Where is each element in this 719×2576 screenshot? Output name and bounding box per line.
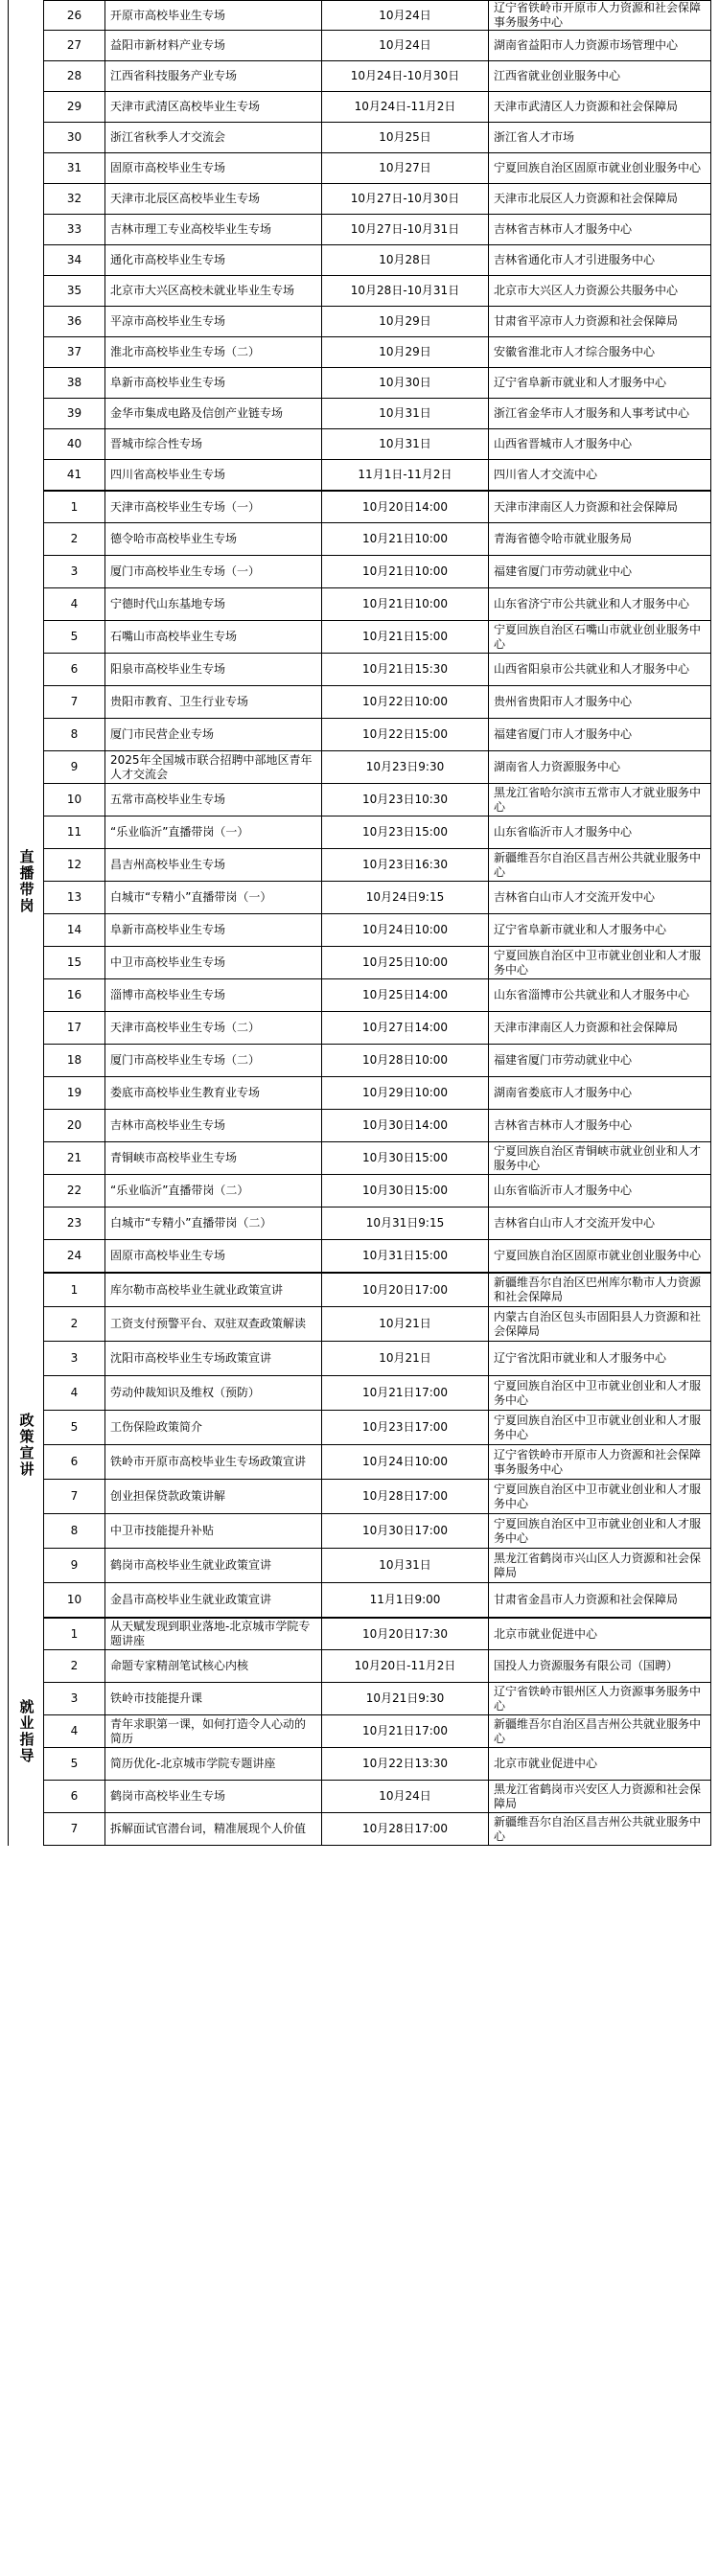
organizer: 宁夏回族自治区中卫市就业创业和人才服务中心 bbox=[494, 1482, 702, 1510]
event-name: 白城市“专精小”直播带岗（一） bbox=[105, 882, 322, 913]
event-date: 10月27日-10月30日 bbox=[322, 184, 489, 214]
event-date: 10月21日 bbox=[322, 1307, 489, 1341]
organizer: 山东省济宁市公共就业和人才服务中心 bbox=[494, 597, 690, 610]
organizer: 宁夏回族自治区固原市就业创业服务中心 bbox=[494, 161, 702, 174]
organizer: 黑龙江省哈尔滨市五常市人才就业服务中心 bbox=[494, 785, 702, 814]
organizer: 吉林省吉林市人才服务中心 bbox=[494, 222, 633, 236]
row-number: 27 bbox=[44, 31, 105, 60]
table-row bbox=[44, 1715, 710, 1748]
section-label-text: 直播带岗 bbox=[17, 849, 35, 914]
organizer: 北京市就业促进中心 bbox=[494, 1757, 598, 1770]
row-number: 5 bbox=[44, 1411, 105, 1444]
event-name: 拆解面试官潜台词，精准展现个人价值 bbox=[105, 1813, 322, 1845]
organizer: 天津市武清区人力资源和社会保障局 bbox=[494, 100, 679, 113]
event-date: 10月21日15:00 bbox=[322, 621, 489, 653]
table-row bbox=[44, 1240, 710, 1273]
event-name: 铁岭市技能提升课 bbox=[105, 1683, 322, 1714]
row-number: 32 bbox=[44, 184, 105, 214]
table-row bbox=[44, 368, 710, 399]
event-date: 10月21日10:00 bbox=[322, 556, 489, 587]
row-number: 8 bbox=[44, 1514, 105, 1548]
event-name: 贵阳市教育、卫生行业专场 bbox=[105, 686, 322, 718]
organizer: 湖南省人力资源服务中心 bbox=[494, 760, 621, 773]
event-date: 10月28日17:00 bbox=[322, 1480, 489, 1513]
event-name: 劳动仲裁知识及维权（预防） bbox=[105, 1376, 322, 1410]
event-date: 10月24日-10月30日 bbox=[322, 61, 489, 91]
row-number: 29 bbox=[44, 92, 105, 122]
event-name: 昌吉州高校毕业生专场 bbox=[105, 849, 322, 881]
table-row bbox=[44, 307, 710, 337]
row-number: 31 bbox=[44, 153, 105, 183]
event-date: 10月28日-10月31日 bbox=[322, 276, 489, 306]
table-row bbox=[44, 491, 710, 523]
event-date: 10月30日14:00 bbox=[322, 1110, 489, 1141]
organizer: 山西省晋城市人才服务中心 bbox=[494, 437, 633, 450]
row-number: 15 bbox=[44, 947, 105, 978]
row-number: 1 bbox=[44, 1619, 105, 1649]
event-name: 鹤岗市高校毕业生就业政策宣讲 bbox=[105, 1549, 322, 1582]
organizer: 辽宁省阜新市就业和人才服务中心 bbox=[494, 923, 667, 936]
event-date: 10月25日10:00 bbox=[322, 947, 489, 978]
organizer: 国投人力资源服务有限公司（国聘） bbox=[494, 1659, 679, 1672]
organizer: 山东省临沂市人才服务中心 bbox=[494, 825, 633, 839]
table-row bbox=[44, 1142, 710, 1175]
organizer: 宁夏回族自治区中卫市就业创业和人才服务中心 bbox=[494, 948, 702, 977]
event-name: 阜新市高校毕业生专场 bbox=[105, 368, 322, 398]
event-date: 10月21日17:00 bbox=[322, 1715, 489, 1747]
event-name: 淄博市高校毕业生专场 bbox=[105, 979, 322, 1011]
organizer: 山东省临沂市人才服务中心 bbox=[494, 1184, 633, 1197]
row-number: 7 bbox=[44, 1813, 105, 1845]
table-row bbox=[44, 979, 710, 1012]
organizer: 内蒙古自治区包头市固阳县人力资源和社会保障局 bbox=[494, 1309, 702, 1338]
organizer: 新疆维吾尔自治区昌吉州公共就业服务中心 bbox=[494, 1716, 702, 1745]
organizer: 宁夏回族自治区中卫市就业创业和人才服务中心 bbox=[494, 1413, 702, 1441]
row-number: 4 bbox=[44, 588, 105, 620]
table-row bbox=[44, 1549, 710, 1583]
event-date: 10月23日17:00 bbox=[322, 1411, 489, 1444]
organizer: 湖南省娄底市人才服务中心 bbox=[494, 1086, 633, 1099]
event-date: 10月20日-11月2日 bbox=[322, 1650, 489, 1682]
event-name: 四川省高校毕业生专场 bbox=[105, 460, 322, 490]
row-number: 7 bbox=[44, 1480, 105, 1513]
event-name: 厦门市高校毕业生专场（一） bbox=[105, 556, 322, 587]
organizer: 辽宁省铁岭市银州区人力资源事务服务中心 bbox=[494, 1684, 702, 1713]
row-number: 10 bbox=[44, 784, 105, 816]
table-row bbox=[44, 1683, 710, 1715]
section-label bbox=[9, 1273, 44, 1618]
organizer: 浙江省人才市场 bbox=[494, 130, 575, 144]
organizer: 新疆维吾尔自治区昌吉州公共就业服务中心 bbox=[494, 850, 702, 879]
table-row bbox=[44, 1045, 710, 1077]
event-name: 中卫市高校毕业生专场 bbox=[105, 947, 322, 978]
organizer: 山西省阳泉市公共就业和人才服务中心 bbox=[494, 662, 690, 676]
event-date: 10月20日17:00 bbox=[322, 1274, 489, 1306]
row-number: 40 bbox=[44, 429, 105, 459]
event-name: 晋城市综合性专场 bbox=[105, 429, 322, 459]
event-date: 10月21日15:30 bbox=[322, 654, 489, 685]
organizer: 浙江省金华市人才服务和人事考试中心 bbox=[494, 406, 690, 420]
row-number: 5 bbox=[44, 1748, 105, 1780]
table-row bbox=[44, 947, 710, 979]
event-name: 沈阳市高校毕业生专场政策宣讲 bbox=[105, 1342, 322, 1375]
table-section bbox=[8, 0, 711, 491]
organizer: 辽宁省铁岭市开原市人力资源和社会保障事务服务中心 bbox=[494, 1447, 702, 1476]
organizer: 青海省德令哈市就业服务局 bbox=[494, 532, 633, 545]
event-date: 10月21日 bbox=[322, 1342, 489, 1375]
event-name: 命题专家精剖笔试核心内核 bbox=[105, 1650, 322, 1682]
row-number: 38 bbox=[44, 368, 105, 398]
table-row bbox=[44, 1175, 710, 1208]
event-name: 厦门市高校毕业生专场（二） bbox=[105, 1045, 322, 1076]
event-date: 10月24日 bbox=[322, 1, 489, 30]
row-number: 19 bbox=[44, 1077, 105, 1109]
row-number: 34 bbox=[44, 245, 105, 275]
row-number: 24 bbox=[44, 1240, 105, 1272]
event-name: 益阳市新材料产业专场 bbox=[105, 31, 322, 60]
table-row bbox=[44, 1411, 710, 1445]
row-number: 2 bbox=[44, 523, 105, 555]
row-number: 14 bbox=[44, 914, 105, 946]
event-date: 10月31日 bbox=[322, 1549, 489, 1582]
organizer: 天津市津南区人力资源和社会保障局 bbox=[494, 1021, 679, 1034]
table-row bbox=[44, 0, 710, 31]
event-name: 固原市高校毕业生专场 bbox=[105, 153, 322, 183]
event-date: 10月24日 bbox=[322, 31, 489, 60]
row-number: 4 bbox=[44, 1376, 105, 1410]
table-row bbox=[44, 784, 710, 816]
table-row bbox=[44, 849, 710, 882]
event-name: 吉林市高校毕业生专场 bbox=[105, 1110, 322, 1141]
event-name: 库尔勒市高校毕业生就业政策宣讲 bbox=[105, 1274, 322, 1306]
event-date: 10月29日 bbox=[322, 307, 489, 336]
organizer: 贵州省贵阳市人才服务中心 bbox=[494, 695, 633, 708]
table-row bbox=[44, 1273, 710, 1307]
table-row bbox=[44, 1618, 710, 1650]
table-row bbox=[44, 1813, 710, 1846]
event-name: 厦门市民营企业专场 bbox=[105, 719, 322, 750]
event-name: 宁德时代山东基地专场 bbox=[105, 588, 322, 620]
event-date: 10月24日10:00 bbox=[322, 1445, 489, 1479]
table-row bbox=[44, 556, 710, 588]
table-section bbox=[8, 1273, 711, 1618]
event-name: 阜新市高校毕业生专场 bbox=[105, 914, 322, 946]
table-row bbox=[44, 31, 710, 61]
organizer: 福建省厦门市劳动就业中心 bbox=[494, 564, 633, 578]
table-row bbox=[44, 1012, 710, 1045]
event-date: 10月20日14:00 bbox=[322, 492, 489, 522]
table-row bbox=[44, 914, 710, 947]
event-date: 10月24日9:15 bbox=[322, 882, 489, 913]
row-number: 3 bbox=[44, 1683, 105, 1714]
section-label bbox=[9, 0, 44, 491]
table-row bbox=[44, 1480, 710, 1514]
row-number: 2 bbox=[44, 1307, 105, 1341]
event-date: 10月31日15:00 bbox=[322, 1240, 489, 1272]
table-row bbox=[44, 1342, 710, 1376]
row-number: 3 bbox=[44, 1342, 105, 1375]
row-number: 4 bbox=[44, 1715, 105, 1747]
event-name: 2025年全国城市联合招聘中部地区青年人才交流会 bbox=[105, 751, 322, 783]
event-date: 10月24日 bbox=[322, 1781, 489, 1812]
table-row bbox=[44, 882, 710, 914]
section-label bbox=[9, 1618, 44, 1846]
row-number: 1 bbox=[44, 1274, 105, 1306]
event-date: 11月1日9:00 bbox=[322, 1583, 489, 1617]
event-date: 10月27日-10月31日 bbox=[322, 215, 489, 244]
organizer: 江西省就业创业服务中心 bbox=[494, 69, 621, 82]
organizer: 黑龙江省鹤岗市兴安区人力资源和社会保障局 bbox=[494, 1782, 702, 1810]
event-name: 天津市武清区高校毕业生专场 bbox=[105, 92, 322, 122]
event-date: 10月31日 bbox=[322, 399, 489, 428]
event-name: 中卫市技能提升补贴 bbox=[105, 1514, 322, 1548]
table-row bbox=[44, 1208, 710, 1240]
row-number: 6 bbox=[44, 654, 105, 685]
organizer: 宁夏回族自治区青铜峡市就业创业和人才服务中心 bbox=[494, 1143, 702, 1172]
row-number: 33 bbox=[44, 215, 105, 244]
row-number: 10 bbox=[44, 1583, 105, 1617]
organizer: 天津市津南区人力资源和社会保障局 bbox=[494, 499, 679, 514]
event-date: 10月23日15:00 bbox=[322, 816, 489, 848]
organizer: 辽宁省阜新市就业和人才服务中心 bbox=[494, 376, 667, 389]
event-date: 10月31日9:15 bbox=[322, 1208, 489, 1239]
event-date: 10月27日14:00 bbox=[322, 1012, 489, 1044]
event-name: 天津市高校毕业生专场（二） bbox=[105, 1012, 322, 1044]
table-row bbox=[44, 153, 710, 184]
event-name: 娄底市高校毕业生教育业专场 bbox=[105, 1077, 322, 1109]
table-row bbox=[44, 215, 710, 245]
table-row bbox=[44, 686, 710, 719]
event-date: 10月23日16:30 bbox=[322, 849, 489, 881]
row-number: 9 bbox=[44, 1549, 105, 1582]
event-date: 10月20日17:30 bbox=[322, 1619, 489, 1649]
event-date: 10月22日13:30 bbox=[322, 1748, 489, 1780]
row-number: 20 bbox=[44, 1110, 105, 1141]
organizer: 甘肃省金昌市人力资源和社会保障局 bbox=[494, 1593, 679, 1606]
row-number: 23 bbox=[44, 1208, 105, 1239]
table-row bbox=[44, 1077, 710, 1110]
organizer: 辽宁省铁岭市开原市人力资源和社会保障事务服务中心 bbox=[494, 1, 702, 29]
table-row bbox=[44, 123, 710, 153]
organizer: 湖南省益阳市人力资源市场管理中心 bbox=[494, 38, 679, 52]
organizer: 北京市大兴区人力资源公共服务中心 bbox=[494, 284, 679, 297]
section-label bbox=[9, 491, 44, 1273]
row-number: 17 bbox=[44, 1012, 105, 1044]
table-row bbox=[44, 654, 710, 686]
event-date: 10月30日 bbox=[322, 368, 489, 398]
event-name: 五常市高校毕业生专场 bbox=[105, 784, 322, 816]
event-name: 青年求职第一课，如何打造令人心动的简历 bbox=[105, 1715, 322, 1747]
row-number: 5 bbox=[44, 621, 105, 653]
event-name: 江西省科技服务产业专场 bbox=[105, 61, 322, 91]
row-number: 1 bbox=[44, 492, 105, 522]
organizer: 天津市北辰区人力资源和社会保障局 bbox=[494, 192, 679, 205]
event-name: 工伤保险政策简介 bbox=[105, 1411, 322, 1444]
event-date: 10月30日15:00 bbox=[322, 1142, 489, 1174]
event-name: 平凉市高校毕业生专场 bbox=[105, 307, 322, 336]
row-number: 16 bbox=[44, 979, 105, 1011]
event-name: 铁岭市开原市高校毕业生专场政策宣讲 bbox=[105, 1445, 322, 1479]
table-row bbox=[44, 751, 710, 784]
organizer: 四川省人才交流中心 bbox=[494, 468, 598, 481]
table-row bbox=[44, 399, 710, 429]
event-date: 10月21日10:00 bbox=[322, 588, 489, 620]
row-number: 11 bbox=[44, 816, 105, 848]
row-number: 37 bbox=[44, 337, 105, 367]
event-date: 10月24日10:00 bbox=[322, 914, 489, 946]
event-name: 石嘴山市高校毕业生专场 bbox=[105, 621, 322, 653]
row-number: 30 bbox=[44, 123, 105, 152]
organizer: 宁夏回族自治区石嘴山市就业创业服务中心 bbox=[494, 622, 702, 651]
event-name: 金华市集成电路及信创产业链专场 bbox=[105, 399, 322, 428]
event-date: 10月21日17:00 bbox=[322, 1376, 489, 1410]
table-row bbox=[44, 276, 710, 307]
event-date: 10月31日 bbox=[322, 429, 489, 459]
event-name: 鹤岗市高校毕业生专场 bbox=[105, 1781, 322, 1812]
event-name: “乐业临沂”直播带岗（一） bbox=[105, 816, 322, 848]
row-number: 9 bbox=[44, 751, 105, 783]
event-name: 简历优化-北京城市学院专题讲座 bbox=[105, 1748, 322, 1780]
organizer: 山东省淄博市公共就业和人才服务中心 bbox=[494, 988, 690, 1001]
event-name: 创业担保贷款政策讲解 bbox=[105, 1480, 322, 1513]
row-number: 6 bbox=[44, 1781, 105, 1812]
event-name: 淮北市高校毕业生专场（二） bbox=[105, 337, 322, 367]
event-name: “乐业临沂”直播带岗（二） bbox=[105, 1175, 322, 1207]
row-number: 26 bbox=[44, 1, 105, 30]
organizer: 甘肃省平凉市人力资源和社会保障局 bbox=[494, 314, 679, 328]
organizer: 辽宁省沈阳市就业和人才服务中心 bbox=[494, 1351, 667, 1365]
row-number: 3 bbox=[44, 556, 105, 587]
organizer: 安徽省淮北市人才综合服务中心 bbox=[494, 345, 656, 358]
event-name: 青铜峡市高校毕业生专场 bbox=[105, 1142, 322, 1174]
event-date: 10月21日9:30 bbox=[322, 1683, 489, 1714]
organizer: 新疆维吾尔自治区昌吉州公共就业服务中心 bbox=[494, 1814, 702, 1843]
row-number: 35 bbox=[44, 276, 105, 306]
row-number: 18 bbox=[44, 1045, 105, 1076]
event-name: 德令哈市高校毕业生专场 bbox=[105, 523, 322, 555]
organizer: 宁夏回族自治区中卫市就业创业和人才服务中心 bbox=[494, 1516, 702, 1545]
event-name: 金昌市高校毕业生就业政策宣讲 bbox=[105, 1583, 322, 1617]
event-date: 10月22日15:00 bbox=[322, 719, 489, 750]
event-date: 10月23日9:30 bbox=[322, 751, 489, 783]
organizer: 新疆维吾尔自治区巴州库尔勒市人力资源和社会保障局 bbox=[494, 1276, 702, 1303]
event-name: 固原市高校毕业生专场 bbox=[105, 1240, 322, 1272]
row-number: 8 bbox=[44, 719, 105, 750]
table-row bbox=[44, 621, 710, 654]
table-row bbox=[44, 61, 710, 92]
table-section bbox=[8, 491, 711, 1273]
event-date: 10月25日 bbox=[322, 123, 489, 152]
table-row bbox=[44, 337, 710, 368]
table-row bbox=[44, 184, 710, 215]
event-date: 10月28日17:00 bbox=[322, 1813, 489, 1845]
row-number: 12 bbox=[44, 849, 105, 881]
event-name: 天津市高校毕业生专场（一） bbox=[105, 492, 322, 522]
organizer: 宁夏回族自治区固原市就业创业服务中心 bbox=[494, 1249, 702, 1262]
event-date: 11月1日-11月2日 bbox=[322, 460, 489, 490]
table-section bbox=[8, 1618, 711, 1846]
event-name: 从天赋发现到职业落地-北京城市学院专题讲座 bbox=[105, 1619, 322, 1649]
event-name: 阳泉市高校毕业生专场 bbox=[105, 654, 322, 685]
row-number: 41 bbox=[44, 460, 105, 490]
table-row bbox=[44, 1376, 710, 1411]
event-date: 10月30日15:00 bbox=[322, 1175, 489, 1207]
event-name: 浙江省秋季人才交流会 bbox=[105, 123, 322, 152]
table-row bbox=[44, 1781, 710, 1813]
organizer: 吉林省白山市人才交流开发中心 bbox=[494, 890, 656, 904]
event-name: 白城市“专精小”直播带岗（二） bbox=[105, 1208, 322, 1239]
event-date: 10月21日10:00 bbox=[322, 523, 489, 555]
row-number: 6 bbox=[44, 1445, 105, 1479]
organizer: 福建省厦门市劳动就业中心 bbox=[494, 1053, 633, 1067]
event-date: 10月24日-11月2日 bbox=[322, 92, 489, 122]
table-row bbox=[44, 1514, 710, 1549]
organizer: 黑龙江省鹤岗市兴山区人力资源和社会保障局 bbox=[494, 1551, 702, 1579]
event-date: 10月29日 bbox=[322, 337, 489, 367]
table-row bbox=[44, 816, 710, 849]
table-row bbox=[44, 460, 710, 491]
row-number: 28 bbox=[44, 61, 105, 91]
event-date: 10月29日10:00 bbox=[322, 1077, 489, 1109]
event-name: 吉林市理工专业高校毕业生专场 bbox=[105, 215, 322, 244]
event-name: 北京市大兴区高校未就业毕业生专场 bbox=[105, 276, 322, 306]
event-date: 10月25日14:00 bbox=[322, 979, 489, 1011]
table-row bbox=[44, 429, 710, 460]
schedule-table bbox=[8, 0, 711, 1846]
event-name: 工资支付预警平台、双驻双查政策解读 bbox=[105, 1307, 322, 1341]
event-name: 天津市北辰区高校毕业生专场 bbox=[105, 184, 322, 214]
table-row bbox=[44, 588, 710, 621]
table-row bbox=[44, 1583, 710, 1618]
table-row bbox=[44, 1307, 710, 1342]
organizer: 宁夏回族自治区中卫市就业创业和人才服务中心 bbox=[494, 1378, 702, 1407]
organizer: 吉林省吉林市人才服务中心 bbox=[494, 1118, 633, 1132]
organizer: 吉林省白山市人才交流开发中心 bbox=[494, 1216, 656, 1230]
table-row bbox=[44, 1110, 710, 1142]
row-number: 2 bbox=[44, 1650, 105, 1682]
event-name: 开原市高校毕业生专场 bbox=[105, 1, 322, 30]
organizer: 吉林省通化市人才引进服务中心 bbox=[494, 253, 656, 266]
row-number: 21 bbox=[44, 1142, 105, 1174]
row-number: 13 bbox=[44, 882, 105, 913]
table-row bbox=[44, 245, 710, 276]
row-number: 36 bbox=[44, 307, 105, 336]
event-date: 10月22日10:00 bbox=[322, 686, 489, 718]
table-row bbox=[44, 719, 710, 751]
event-date: 10月23日10:30 bbox=[322, 784, 489, 816]
event-name: 通化市高校毕业生专场 bbox=[105, 245, 322, 275]
event-date: 10月28日 bbox=[322, 245, 489, 275]
event-date: 10月28日10:00 bbox=[322, 1045, 489, 1076]
event-date: 10月27日 bbox=[322, 153, 489, 183]
table-row bbox=[44, 92, 710, 123]
organizer: 北京市就业促进中心 bbox=[494, 1626, 598, 1641]
table-row bbox=[44, 1650, 710, 1683]
section-label-text: 政策宣讲 bbox=[17, 1413, 35, 1478]
table-row bbox=[44, 523, 710, 556]
event-date: 10月30日17:00 bbox=[322, 1514, 489, 1548]
organizer: 福建省厦门市人才服务中心 bbox=[494, 727, 633, 741]
table-row bbox=[44, 1748, 710, 1781]
section-label-text: 就业指导 bbox=[17, 1699, 35, 1764]
table-row bbox=[44, 1445, 710, 1480]
row-number: 7 bbox=[44, 686, 105, 718]
row-number: 39 bbox=[44, 399, 105, 428]
row-number: 22 bbox=[44, 1175, 105, 1207]
